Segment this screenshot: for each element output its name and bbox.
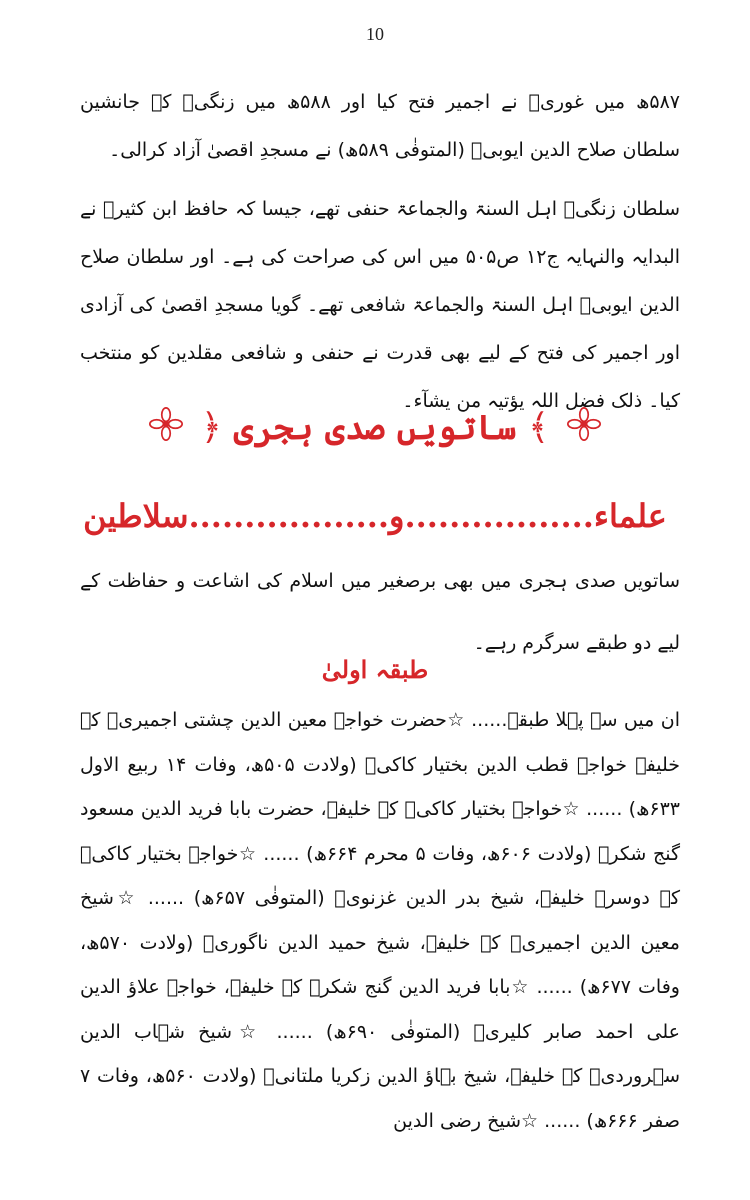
section-heading-century (0, 398, 750, 460)
heading-century-text: ساتویں صدی ہجری (233, 408, 517, 448)
section-heading-first-class: طبقہ اولیٰ (321, 655, 429, 684)
paragraph-conquest (80, 78, 680, 174)
paragraph-text: ۵۸۷ھ میں غوریؒ نے اجمیر فتح کیا اور ۵۸۸ھ میں زنگیؒ کے جانشین سلطان صلاح الدین ایوبیؒ (المتوفٰی ۵۸۹ھ) نے مسجدِ اقصیٰ آزاد کرالی۔ (80, 91, 680, 161)
paragraph-sultans (80, 185, 680, 425)
page-number: 10 (366, 24, 384, 44)
bracket-right: ﴿ (200, 407, 222, 448)
paragraph-text: ان میں سے پہلا طبقہ...... ☆حضرت خواجہ معین الدین چشتی اجمیریؒ کے خلیفہ خواجہ قطب الدین بختیار کاکیؒ (ولادت ۵۰۵ھ، وفات ۱۴ ربیع الاول ۶۳۳ھ) ...... ☆خواجہ بختیار کاکیؒ کے خلیفہ، حضرت بابا فرید الدین مسعود گنج شکرؒ (ولادت ۶۰۶ھ، وفات ۵ محرم ۶۶۴ھ) ...... ☆خواجہ بختیار کاکیؒ کے دوسرے خلیفہ، شیخ بدر الدین غزنویؒ (المتوفٰی ۶۵۷ھ) ...... ☆شیخ معین الدین اجمیریؒ کے خلیفہ، شیخ حمید الدین ناگوریؒ (ولادت ۵۷۰ھ، وفات ۶۷۷ھ) ...... ☆بابا فرید الدین گنج شکرؒ کے خلیفہ، خواجہ علاؤ الدین علی احمد صابر کلیریؒ (المتوفٰی ۶۹۰ھ) ...... ☆شیخ شہاب الدین سہروردیؒ کے خلیفہ، شیخ بہاؤ الدین زکریا ملتانیؒ (ولادت ۵۶۰ھ، وفات ۷ صفر ۶۶۶ھ) ...... ☆شیخ رضی الدین (80, 709, 680, 1132)
paragraph-saints-list (80, 698, 680, 1143)
paragraph-text: سلطان زنگیؒ اہل السنۃ والجماعۃ حنفی تھے، جیسا کہ حافظ ابن کثیرؒ نے البدایہ والنہایہ ج۱۲ ص۵۰۵ میں اس کی صراحت کی ہے۔ اور سلطان صلاح الدین ایوبیؒ اہل السنۃ والجماعۃ شافعی تھے۔ گویا مسجدِ اقصیٰ کی آزادی اور اجمیر کی فتح کے لیے بھی قدرت نے حنفی و شافعی مقلدین کو منتخب کیا۔ ذلک فضل اللہ یؤتیہ من یشآء۔ (80, 198, 680, 412)
bracket-left: ﴾ (528, 407, 550, 448)
section-heading-scholars: علماء.................و..................سلاطین (83, 497, 667, 535)
flower-ornament-icon (149, 400, 183, 460)
paragraph-text: ساتویں صدی ہجری میں بھی برصغیر میں اسلام کی اشاعت و حفاظت کے لیے دو طبقے سرگرم رہے۔ (80, 570, 680, 654)
flower-ornament-icon (567, 400, 601, 460)
